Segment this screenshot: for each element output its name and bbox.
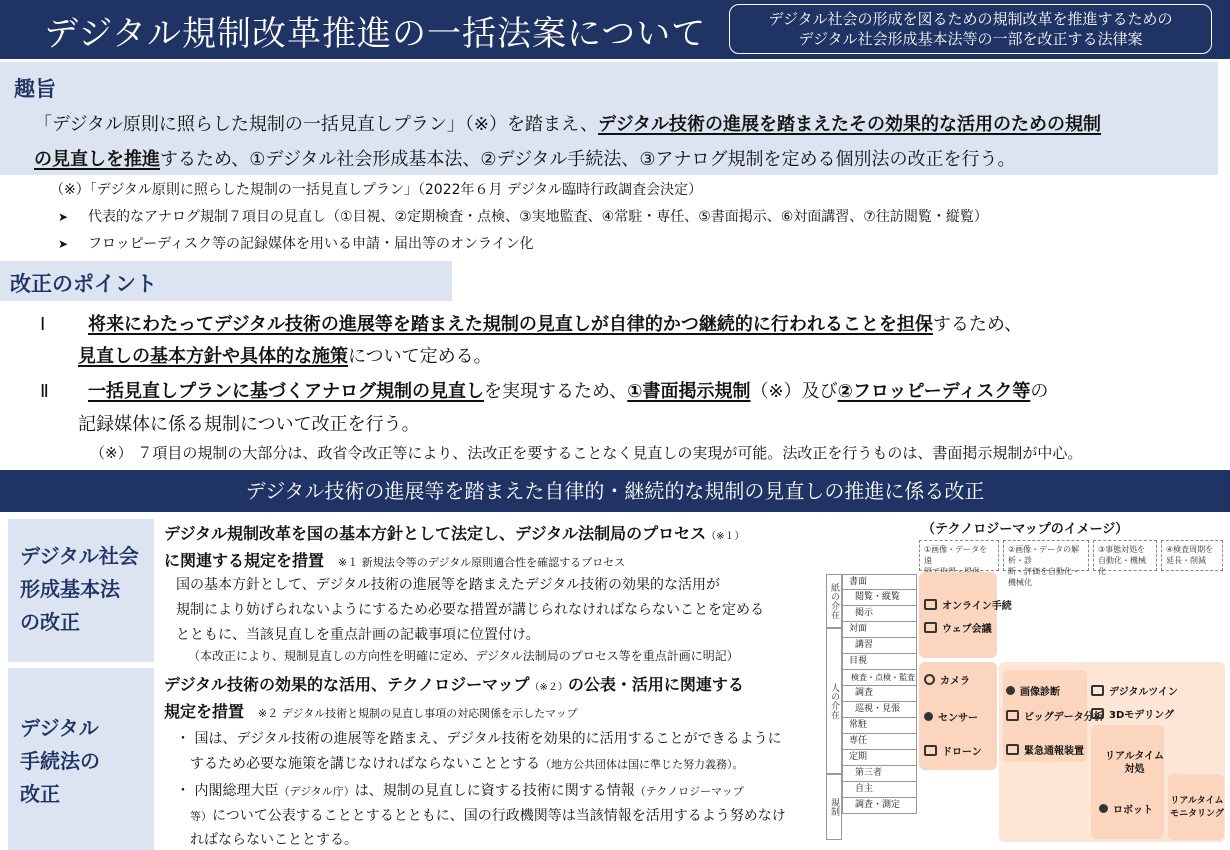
heading-text: デジタル規制改革を国の基本方針として法定し、デジタル法制局のプロセス [164,524,707,543]
tech-sensor [924,709,978,724]
heading-text: の公表・活用に関連する [567,675,744,694]
bullet-text: について公表することとするとともに、国の行政機関等は当該情報を活用するよう努めなけ [212,808,786,824]
heading-note: （※１） [706,531,745,542]
law-label-line: 形成基本法 [20,577,120,601]
law2-bullet-1-line-2 [190,753,744,773]
techmap-item: 巡視・見張 [842,702,917,718]
law2-label [8,668,154,850]
techmap-item: 検査・点検・監査 [842,670,917,686]
tech-3d [1091,706,1174,721]
bullet-text: 代表的なアナログ規制７項目の見直し（①目視、②定期検査・点検、③実地監査、④常駐・専任、⑤書面掲示、⑥対面講習、⑦往訪閲覧・縦覧） [88,209,988,225]
chart-icon [1006,710,1019,721]
group-regulation: 規制 [826,774,842,840]
techmap-item: 定期 [842,750,917,766]
tech-online [924,597,1012,612]
tech-label: ビッグデータ分析 [1024,712,1104,723]
person-icon [1006,686,1015,695]
drone-icon [924,745,937,756]
tech-label: 対処 [1124,764,1145,775]
tech-label: リアルタイム [1105,751,1164,762]
tech-camera [924,672,970,687]
heading-note: ※１ 新規法令等のデジタル原則適合性を確認するプロセス [338,556,626,569]
tech-image [1006,683,1060,698]
techmap-item: 調査 [842,686,917,702]
law2-bullet-2-line-2 [190,805,786,825]
group-human: 人の介在 [826,628,842,774]
section-banner: デジタル技術の進展等を踏まえた自律的・継続的な規制の見直しの推進に係る改正 [0,470,1230,512]
tech-monitoring [1170,795,1224,821]
bullet-note: （地方公共団体は国に準じた努力義務）。 [540,758,744,771]
tech-twin [1091,683,1178,698]
purpose-text: 「デジタル原則に照らした規制の一括見直しプラン」（※）を踏まえ、 [34,114,599,135]
heading-text: デジタル技術の効果的な活用、テクノロジーマップ [164,675,530,694]
tech-label: センサー [938,713,978,724]
tech-drone [924,743,982,758]
techmap-item: 講習 [842,638,917,654]
bullet-text: は、規制の見直しに資する技術に関する情報 [354,783,635,799]
techmap-item: 掲示 [842,606,917,622]
tech-realtime [1105,750,1164,776]
purpose-heading: 趣旨 [14,77,56,101]
bullet-text: フロッピーディスク等の記録媒体を用いる申請・届出等のオンライン化 [88,236,534,252]
tech-label: カメラ [940,676,970,687]
purpose-text-2: するため、①デジタル社会形成基本法、②デジタル手続法、③アナログ規制を定める個別法の改正を行う。 [160,149,1016,170]
tile-remote [919,572,997,658]
point-emphasis: 見直しの基本方針や具体的な施策 [78,346,348,367]
arrow-bullet-icon: ➤ [58,237,69,251]
monitor-icon [924,599,937,610]
heading-note: ※２ デジタル技術と規制の見直し事項の対応関係を示したマップ [258,707,578,720]
purpose-bullet-2 [58,233,534,253]
category-line: ①画像・データを遠 [924,545,988,565]
techmap-item: 自主 [842,782,917,798]
point-text: について定める。 [348,346,492,367]
camera-icon [924,674,935,685]
law1-body-1: 国の基本方針として、デジタル技術の進展等を踏まえたデジタル技術の効果的な活用が [176,577,721,593]
bullet-note: （デジタル庁） [278,785,355,798]
point-number: Ⅱ [40,381,49,402]
techmap-item: 対面 [842,622,917,638]
video-call-icon [924,622,937,633]
category-line: ④検査周期を [1166,545,1214,554]
page-title: デジタル規制改革推進の一括法案について [44,14,707,54]
techmap-item: 目視 [842,654,917,670]
law1-heading-2 [164,548,625,571]
tech-label: ドローン [942,747,982,758]
purpose-line-1 [34,110,1101,136]
bullet-note: 等） [190,810,212,823]
heading-text: 規定を措置 [164,702,245,721]
tech-label: オンライン手続 [942,601,1012,612]
law-name-line1: デジタル社会の形成を図るための規制改革を推進するための [768,10,1173,28]
tech-label: ロボット [1113,805,1153,816]
point-2-line-2: 記録媒体に係る規制について改正を行う。 [78,414,420,435]
techmap-item: 常駐 [842,718,917,734]
group-paper: 紙の介在 [826,574,842,628]
law-label-line: 改正 [20,782,60,806]
points-heading: 改正のポイント [10,272,157,296]
techmap-item: 調査・測定 [842,798,917,814]
purpose-emphasis-2: の見直しを推進 [34,149,160,170]
tech-label: 3Dモデリング [1109,710,1175,721]
category-line: 断・評価を自動化・機械化 [1008,567,1080,587]
category-line: 自動化・機械化 [1098,556,1146,576]
law1-heading-1 [164,521,744,544]
point-number: Ⅰ [40,314,46,335]
point-emphasis: 一括見直しプランに基づくアナログ規制の見直し [88,381,484,402]
law1-label [8,519,154,662]
techmap-category-4 [1161,540,1223,571]
sensor-icon [924,712,933,721]
point-2-line-1 [40,377,1048,403]
tech-label: リアルタイム [1170,796,1224,806]
bullet-text: するため必要な施策を講じなければならないこととする [190,756,540,772]
law-name-box [729,4,1212,54]
law2-bullet-2-line-3: ればならないこととする。 [190,832,358,848]
tech-label: ウェブ会議 [942,624,992,635]
alarm-icon [1006,744,1019,755]
heading-note: （※２） [529,682,568,693]
point-1-line-2 [78,342,492,368]
purpose-emphasis: デジタル技術の進展を踏まえたその効果的な活用のための規制 [598,114,1102,135]
title-bar [0,0,1230,59]
purpose-line-2 [34,145,1016,171]
techmap-category-3 [1093,540,1157,576]
tech-web [924,620,992,635]
law-label-line: デジタル [20,716,99,740]
law2-bullet-1-line-1: ・ 国は、デジタル技術の進展等を踏まえ、デジタル技術を効果的に活用することができるように [176,731,782,747]
law-name-line2: デジタル社会形成基本法等の一部を改正する法律案 [798,30,1143,48]
tile-realtime [1091,725,1164,839]
purpose-bullet-1 [58,206,988,226]
techmap-item: 第三者 [842,766,917,782]
point-emphasis: ①書面掲示規制 [627,381,751,402]
law2-heading-2 [164,699,578,722]
law1-body-2: 規制により妨げられないようにするため必要な措置が講じられなければならないことを定める [176,602,764,618]
category-line: 延長・削減 [1166,556,1206,565]
arrow-bullet-icon: ➤ [58,210,69,224]
point-emphasis: ②フロッピーディスク等 [837,381,1031,402]
techmap-item: 書面 [842,574,917,590]
cube-icon [1091,685,1104,696]
techmap-item: 専任 [842,734,917,750]
tech-label: デジタルツイン [1109,687,1178,698]
point-text: の [1030,381,1049,402]
law1-note: （本改正により、規制見直しの方向性を明確に定め、デジタル法制局のプロセス等を重点計画に明記） [188,649,739,663]
tech-label: 画像診断 [1020,687,1060,698]
techmap-item: 閲覧・縦覧 [842,590,917,606]
law2-bullet-2-line-1 [176,780,744,800]
law-label-line: の改正 [20,610,80,634]
bullet-text: ・ 内閣総理大臣 [176,783,279,799]
techmap-category-2 [1003,540,1089,587]
model-icon [1091,708,1104,719]
category-line: ③事態対処を [1098,545,1146,554]
techmap-category-1 [919,540,999,571]
purpose-note: （※）「デジタル原則に照らした規制の一括見直しプラン」（2022年６月 デジタル臨時行政調査会決定） [50,182,703,198]
point-text: するため、 [932,314,1023,335]
law-label-line: デジタル社会 [20,544,139,568]
techmap-title: （テクノロジーマップのイメージ） [922,522,1129,537]
points-note: （※） ７項目の規制の大部分は、政省令改正等により、法改正を要することなく見直しの実現が可能。法改正を行うものは、書面掲示規制が中心。 [90,444,1083,462]
law1-body-3: とともに、当該見直しを重点計画の記載事項に位置付け。 [176,627,540,643]
point-1-line-1 [40,310,1022,336]
tech-label: 緊急通報装置 [1024,746,1084,757]
category-line: ②画像・データの解析・診 [1008,545,1080,565]
tech-robot [1099,801,1153,816]
bullet-note: （テクノロジーマップ [634,785,744,798]
law-label-line: 手続法の [20,749,100,773]
robot-icon [1099,804,1108,813]
point-text: （※）及び [750,381,838,402]
tech-emergency [1006,742,1084,757]
heading-text: に関連する規定を措置 [164,551,325,570]
law2-heading-1 [164,672,744,695]
point-emphasis: 将来にわたってデジタル技術の進展等を踏まえた規制の見直しが自律的かつ継続的に行われることを担保 [88,314,933,335]
tech-bigdata [1006,708,1104,723]
tech-label: モニタリング [1170,809,1224,819]
point-text: を実現するため、 [484,381,628,402]
